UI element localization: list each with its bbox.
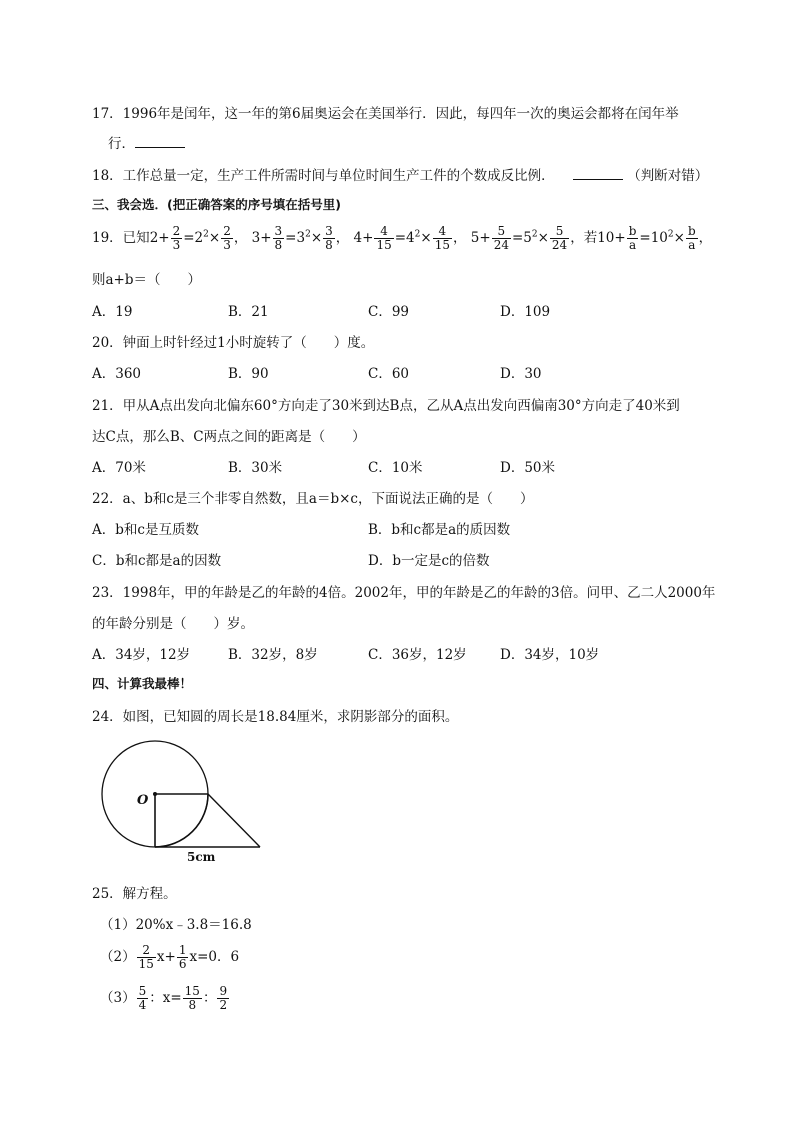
q23-option-b[interactable]: B．32岁，8岁 bbox=[228, 647, 318, 663]
section-3-heading: 三、我会选．(把正确答案的序号填在括号里) bbox=[92, 197, 341, 212]
center-point bbox=[153, 792, 157, 796]
answer-blank[interactable] bbox=[135, 135, 185, 148]
q22-option-a[interactable]: A．b和c是互质数 bbox=[92, 522, 199, 538]
section-4-heading: 四、计算我最棒！ bbox=[92, 676, 193, 691]
q23-option-a[interactable]: A．34岁，12岁 bbox=[92, 647, 191, 663]
q21-line1: 21．甲从A点出发向北偏东60°方向走了30米到达B点，乙从A点出发向西偏南30°方向走了40米到 bbox=[92, 398, 680, 414]
answer-blank[interactable] bbox=[573, 167, 623, 180]
q19-line2: 则a+b＝（ ） bbox=[92, 272, 202, 288]
triangle-hypotenuse bbox=[208, 794, 260, 847]
q24-text: 24．如图，已知圆的周长是18.84厘米，求阴影部分的面积。 bbox=[92, 709, 459, 725]
q21-option-a[interactable]: A．70米 bbox=[92, 460, 146, 476]
q22-option-c[interactable]: C．b和c都是a的因数 bbox=[92, 553, 222, 569]
q19-line1: 19．已知2+ $\frac{2}{3}$ $=2^2\times$ $\frac{2}{3}$ ， 3+ $\frac{3}{8}$ $=3^2\times$ $\frac{3}{8}$ ， 4+ $\frac{4}{15}$ $=4^2\times$ $\frac{4}{15}$ ， 5+ $\frac{5}{24}$ $=5^2\times$ $\frac{5}{24}$ ，若10+ $\frac{b}{a}$ $=10^2\times$ $\frac{b}{a}$ ， bbox=[92, 224, 713, 252]
q17-line1: 17．1996年是闰年，这一年的第6届奥运会在美国举行．因此，每四年一次的奥运会都将在闰年举 bbox=[92, 106, 679, 122]
q25-eq1: （1）20%x﹣3.8＝16.8 bbox=[100, 917, 252, 933]
label-o: O bbox=[137, 793, 149, 808]
label-5cm: 5cm bbox=[187, 850, 216, 864]
q17-line2: 行． bbox=[108, 132, 185, 152]
q20-option-b[interactable]: B．90 bbox=[228, 366, 269, 382]
q18: 18．工作总量一定，生产工件所需时间与单位时间生产工件的个数成反比例． （判断对错） bbox=[92, 168, 709, 184]
q23-line2: 的年龄分别是（ ）岁。 bbox=[92, 616, 254, 632]
q23-option-d[interactable]: D．34岁，10岁 bbox=[500, 647, 600, 663]
q19-option-b[interactable]: B．21 bbox=[228, 304, 269, 320]
q23-option-c[interactable]: C．36岁，12岁 bbox=[368, 647, 467, 663]
q25-title: 25．解方程。 bbox=[92, 886, 177, 902]
q19-option-c[interactable]: C．99 bbox=[368, 304, 410, 320]
q21-option-b[interactable]: B．30米 bbox=[228, 460, 283, 476]
q21-option-c[interactable]: C．10米 bbox=[368, 460, 423, 476]
q23-line1: 23．1998年，甲的年龄是乙的年龄的4倍。2002年，甲的年龄是乙的年龄的3倍。问甲、乙二人2000年 bbox=[92, 585, 716, 601]
q22-option-b[interactable]: B．b和c都是a的质因数 bbox=[368, 522, 511, 538]
q22-text: 22．a、b和c是三个非零自然数，且a＝b×c，下面说法正确的是（ ） bbox=[92, 491, 534, 507]
q21-option-d[interactable]: D．50米 bbox=[500, 460, 556, 476]
q20-text: 20．钟面上时针经过1小时旋转了（ ）度。 bbox=[92, 335, 375, 351]
q19-option-d[interactable]: D．109 bbox=[500, 304, 551, 320]
q25-eq3: （3） $\frac{5}{4}$ ：x= $\frac{15}{8}$ ： $\frac{9}{2}$ bbox=[100, 984, 228, 1012]
q20-option-a[interactable]: A．360 bbox=[92, 366, 142, 382]
q19-option-a[interactable]: A．19 bbox=[92, 304, 133, 320]
q24-figure bbox=[95, 734, 275, 864]
q25-eq2: （2） $\frac{2}{15}$ x+ $\frac{1}{6}$ x=0．6 bbox=[100, 943, 240, 971]
q21-line2: 达C点，那么B、C两点之间的距离是（ ） bbox=[92, 429, 366, 445]
q20-option-d[interactable]: D．30 bbox=[500, 366, 542, 382]
q22-option-d[interactable]: D．b一定是c的倍数 bbox=[368, 553, 490, 569]
q20-option-c[interactable]: C．60 bbox=[368, 366, 410, 382]
quarter-circle-arc bbox=[155, 794, 208, 847]
